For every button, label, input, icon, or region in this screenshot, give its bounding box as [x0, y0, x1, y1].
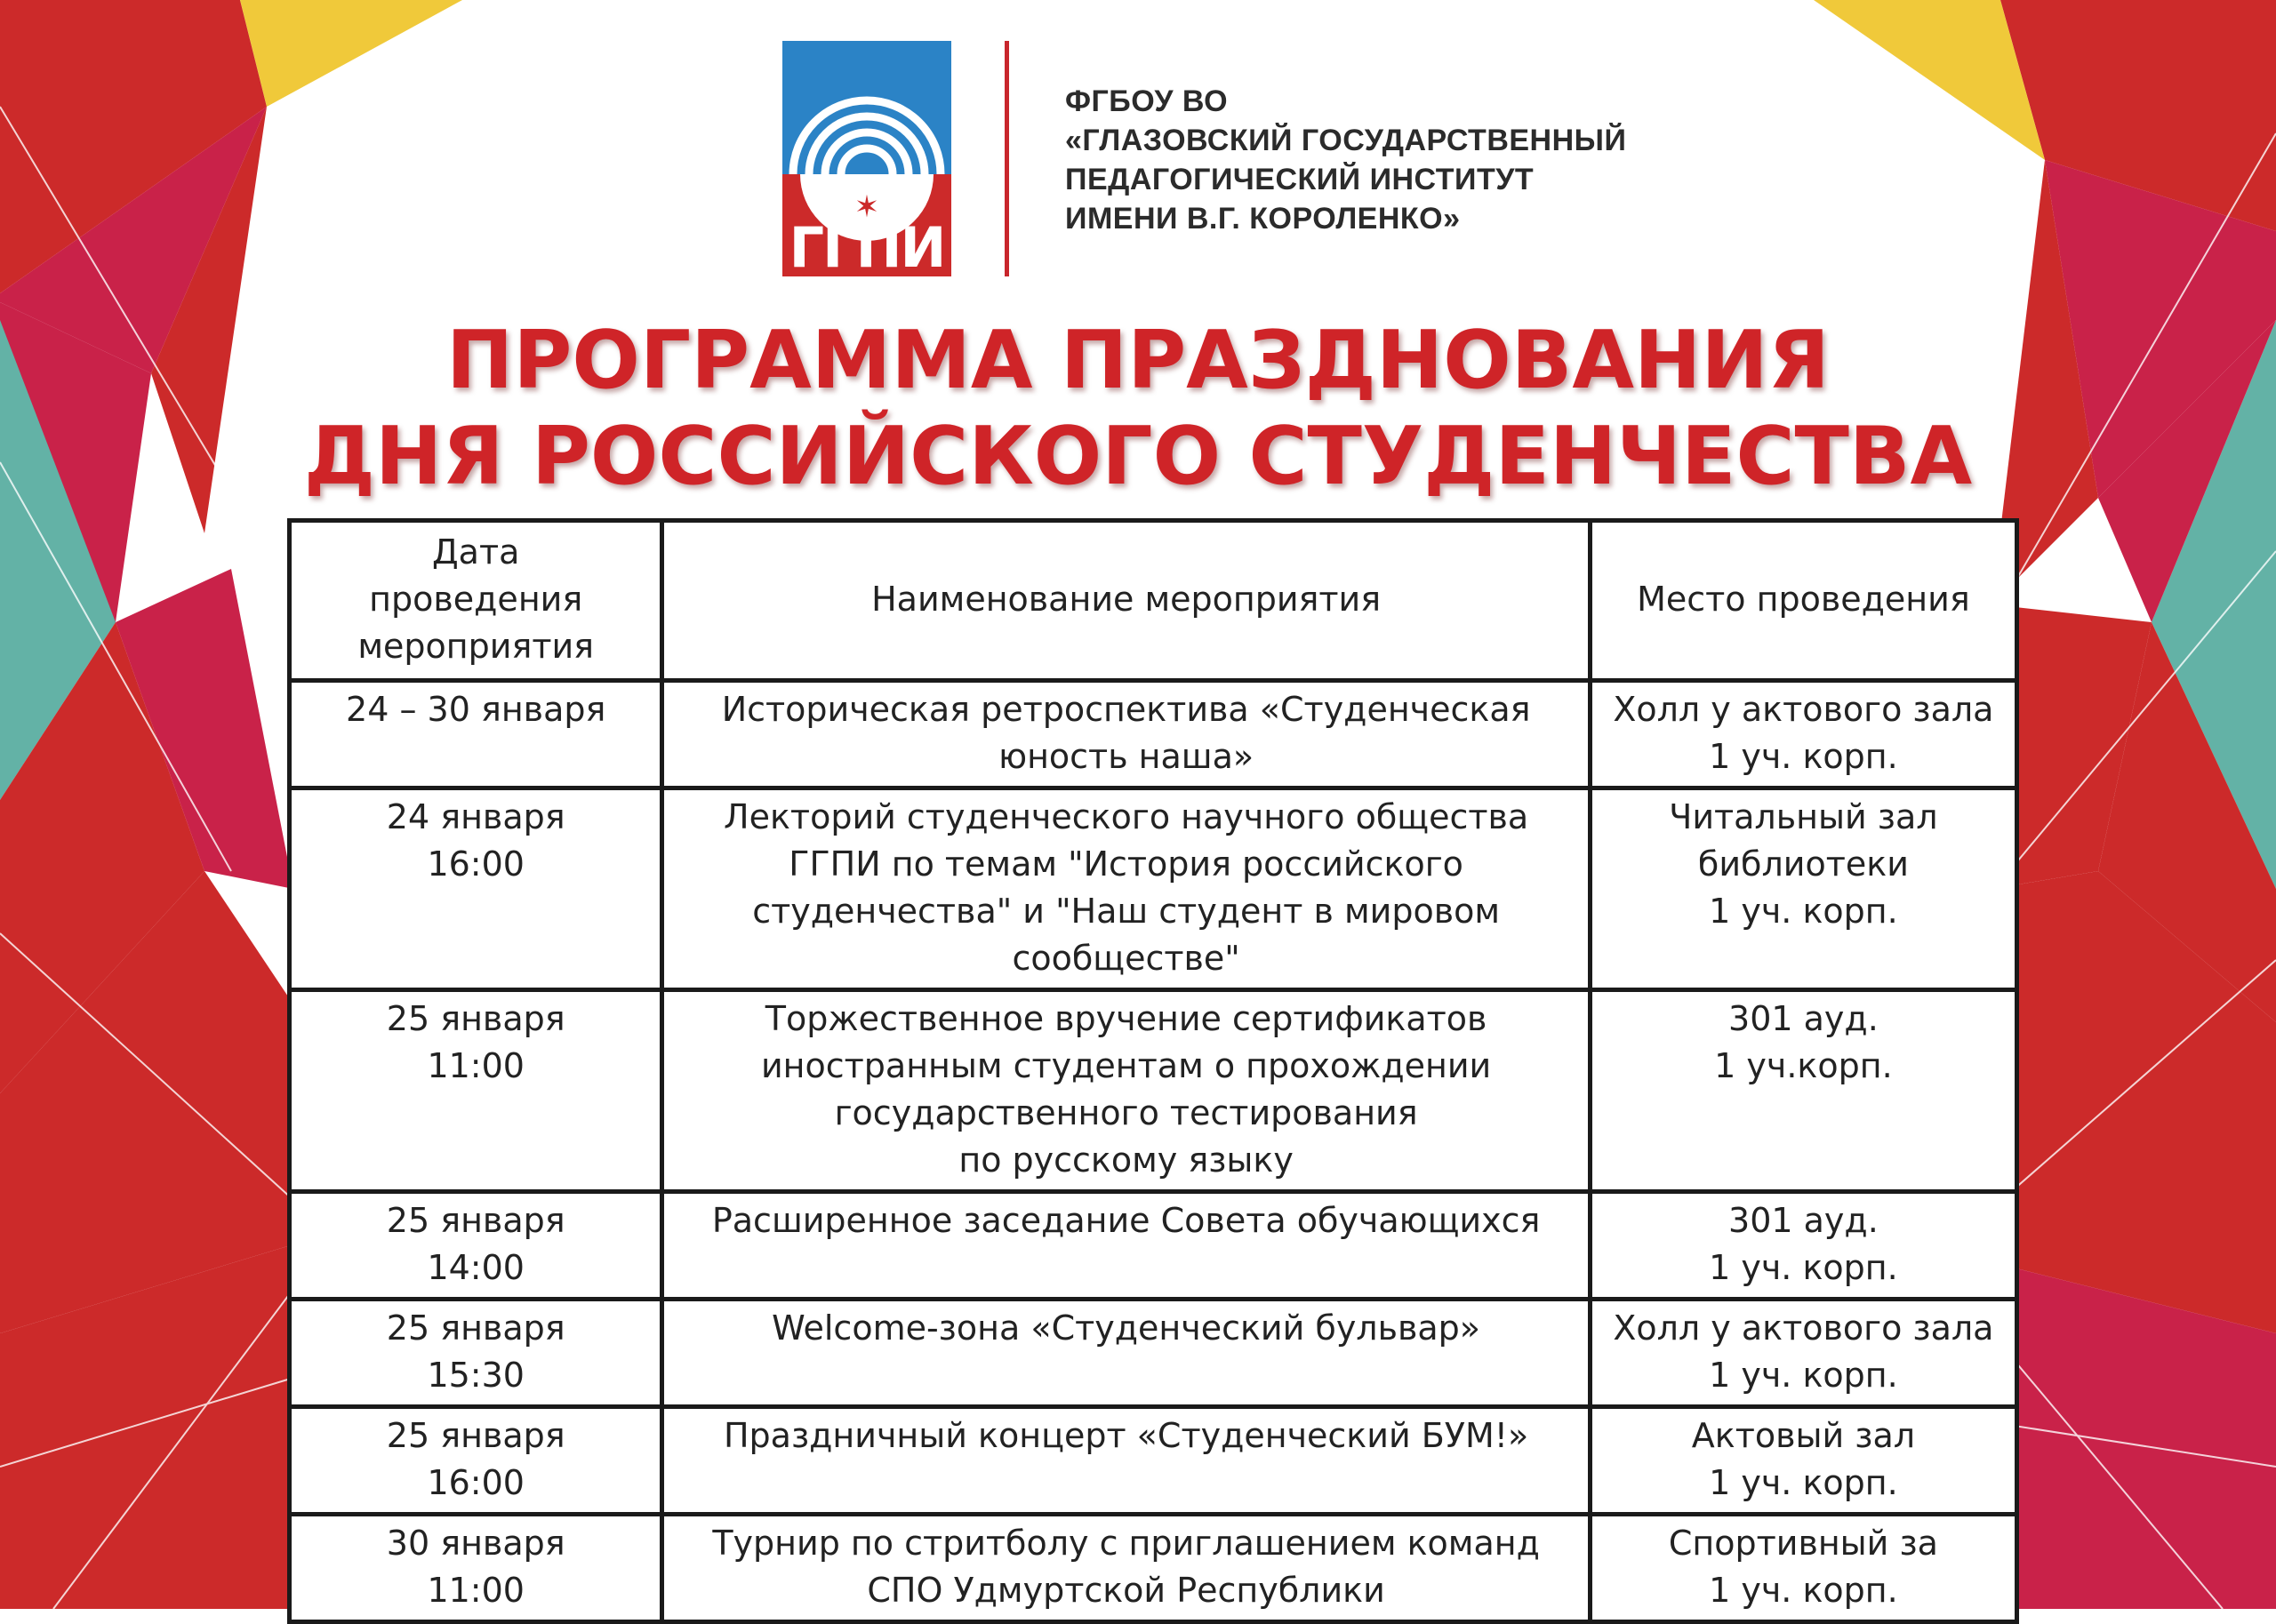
cell-name: Торжественное вручение сертификатов иностранным студентам о прохождении государственного тестирования по русскому языку [662, 990, 1590, 1192]
table-row [290, 1300, 2017, 1407]
header-divider [1005, 41, 1009, 276]
table-row [290, 1407, 2017, 1515]
page-title [0, 313, 2276, 505]
bg-shape [240, 0, 462, 107]
cell-place: 301 ауд. 1 уч. корп. [1590, 1192, 2016, 1300]
cell-date: 25 января 16:00 [290, 1407, 662, 1515]
cell-date: 30 января 11:00 [290, 1515, 662, 1622]
institute-logo [782, 41, 951, 276]
logo-blue-block [782, 41, 951, 174]
cell-date: 24 января 16:00 [290, 788, 662, 990]
table-row [290, 681, 2017, 788]
header-date: Дата проведения мероприятия [290, 521, 662, 681]
cell-name: Историческая ретроспектива «Студенческая юность наша» [662, 681, 1590, 788]
header-place: Место проведения [1590, 521, 2016, 681]
title-line-2: ДНЯ РОССИЙСКОГО СТУДЕНЧЕСТВА [303, 410, 1973, 503]
logo-text: ГГПИ [789, 215, 945, 276]
cell-name: Лекторий студенческого научного общества ГГПИ по темам "История российского студенчества" и "Наш студент в мировом сообществе" [662, 788, 1590, 990]
org-line: ИМЕНИ В.Г. КОРОЛЕНКО» [1065, 202, 1461, 236]
cell-date: 25 января 14:00 [290, 1192, 662, 1300]
table-row [290, 788, 2017, 990]
cell-date: 25 января 15:30 [290, 1300, 662, 1407]
org-line: ПЕДАГОГИЧЕСКИЙ ИНСТИТУТ [1065, 163, 1535, 196]
cell-place: Холл у актового зала 1 уч. корп. [1590, 681, 2016, 788]
header-name: Наименование мероприятия [662, 521, 1590, 681]
program-table [287, 518, 2019, 1624]
org-line: ФГБОУ ВО [1065, 84, 1229, 118]
cell-date: 24 – 30 января [290, 681, 662, 788]
cell-place: 301 ауд. 1 уч.корп. [1590, 990, 2016, 1192]
star-icon: ✶ [854, 189, 880, 225]
cell-place: Читальный зал библиотеки 1 уч. корп. [1590, 788, 2016, 990]
table-header-row [290, 521, 2017, 681]
cell-name: Расширенное заседание Совета обучающихся [662, 1192, 1590, 1300]
cell-name: Турнир по стритболу с приглашением команд СПО Удмуртской Республики [662, 1515, 1590, 1622]
cell-place: Холл у актового зала 1 уч. корп. [1590, 1300, 2016, 1407]
cell-name: Welcome-зона «Студенческий бульвар» [662, 1300, 1590, 1407]
org-line: «ГЛАЗОВСКИЙ ГОСУДАРСТВЕННЫЙ [1065, 124, 1627, 157]
cell-place: Спортивный за 1 уч. корп. [1590, 1515, 2016, 1622]
organization-name [1065, 82, 1626, 238]
cell-place: Актовый зал 1 уч. корп. [1590, 1407, 2016, 1515]
table-row [290, 1192, 2017, 1300]
cell-date: 25 января 11:00 [290, 990, 662, 1192]
table-row [290, 990, 2017, 1192]
title-line-1: ПРОГРАММА ПРАЗДНОВАНИЯ [446, 314, 1830, 407]
cell-name: Праздничный концерт «Студенческий БУМ!» [662, 1407, 1590, 1515]
table-row [290, 1515, 2017, 1622]
